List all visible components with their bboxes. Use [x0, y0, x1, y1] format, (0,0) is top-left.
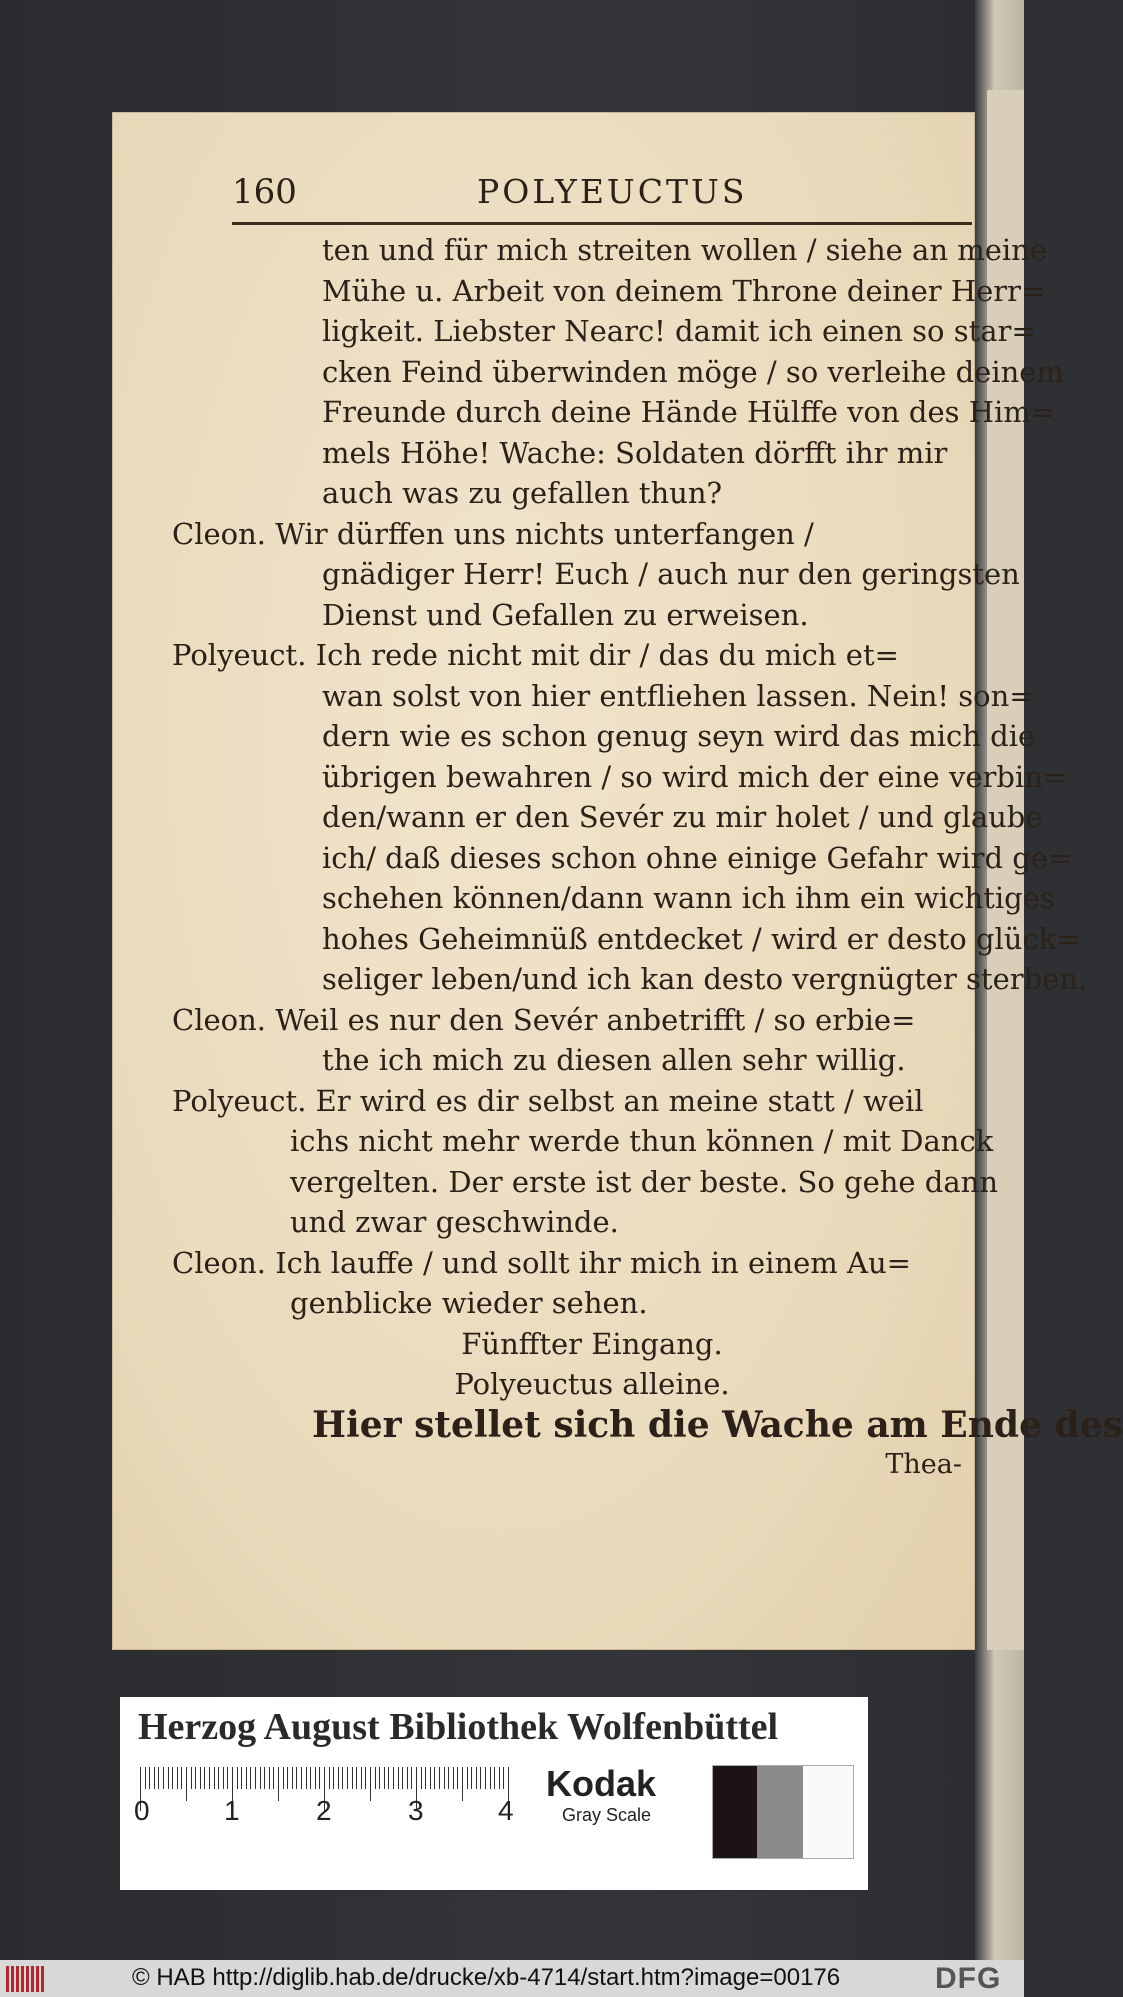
ruler-tick: [218, 1767, 219, 1789]
ruler-tick: [195, 1767, 196, 1789]
ruler-tick: [172, 1767, 173, 1789]
text-line: und zwar geschwinde.: [290, 1205, 619, 1239]
ruler-tick: [246, 1767, 247, 1789]
gray-swatches: [712, 1765, 854, 1859]
ruler-tick: [154, 1767, 155, 1789]
ruler-tick: [421, 1767, 422, 1789]
ruler-tick: [384, 1767, 385, 1789]
ruler-tick: [191, 1767, 192, 1789]
speaker-line: Cleon. Wir dürffen uns nichts unterfangen /: [172, 516, 814, 551]
text-line: mels Höhe! Wache: Soldaten dörfft ihr mir: [322, 435, 948, 470]
book-page: [112, 112, 1123, 1650]
text-line: the ich mich zu diesen allen sehr willig.: [322, 1043, 906, 1077]
text-line: ichs nicht mehr werde thun können / mit Danck: [290, 1124, 994, 1158]
ruler-tick: [260, 1767, 261, 1789]
ruler-tick: [347, 1767, 348, 1789]
ruler-tick: [375, 1767, 376, 1789]
scale-ruler: [140, 1767, 540, 1827]
ruler-tick: [204, 1767, 205, 1789]
ruler-tick: [485, 1767, 486, 1789]
ruler-tick: [393, 1767, 394, 1789]
ruler-tick: [476, 1767, 477, 1789]
text-line: Mühe u. Arbeit von deinem Throne deiner Herr=: [322, 273, 1046, 308]
ruler-tick: [315, 1767, 316, 1789]
text-line: seliger leben/und ich kan desto vergnügter sterben.: [322, 962, 1088, 996]
ruler-tick: [177, 1767, 178, 1789]
ruler-tick: [402, 1767, 403, 1789]
ruler-tick: [338, 1767, 339, 1789]
ruler-tick: [301, 1767, 302, 1789]
ruler-number: 2: [316, 1795, 332, 1826]
ruler-tick: [490, 1767, 491, 1789]
ruler-tick: [407, 1767, 408, 1789]
ruler-tick: [255, 1767, 256, 1789]
speaker-line: Polyeuct. Ich rede nicht mit dir / das du mich et=: [172, 638, 899, 672]
text-line: genblicke wieder sehen.: [290, 1286, 648, 1320]
ruler-tick: [333, 1767, 334, 1789]
ruler-tick: [145, 1767, 146, 1789]
ruler-number: 4: [498, 1795, 514, 1826]
ruler-tick: [214, 1767, 215, 1789]
page-text: [172, 230, 1123, 1486]
ruler-tick: [457, 1767, 458, 1789]
swatch-black: [713, 1766, 757, 1858]
ruler-tick: [444, 1767, 445, 1789]
text-line: übrigen bewahren / so wird mich der eine verbin=: [322, 759, 1068, 794]
speaker-line: Cleon. Ich lauffe / und sollt ihr mich in einem Au=: [172, 1245, 911, 1280]
hab-logo-icon: [6, 1966, 44, 1992]
copyright-link[interactable]: © HAB http://diglib.hab.de/drucke/xb-4714/start.htm?image=00176: [132, 1964, 841, 1991]
ruler-tick: [430, 1767, 431, 1789]
text-line: dern wie es schon genug seyn wird das mich die: [322, 719, 1036, 753]
text-line: schehen können/dann wann ich ihm ein wichtiges: [322, 881, 1055, 915]
ruler-tick: [453, 1767, 454, 1789]
dfg-logo: DFG: [935, 1962, 1002, 1995]
ruler-number: 3: [408, 1795, 424, 1826]
page-header: [232, 172, 882, 218]
ruler-tick: [462, 1767, 463, 1801]
ruler-tick: [434, 1767, 435, 1789]
text-line: ten und für mich streiten wollen / siehe an meine: [322, 233, 1048, 267]
ruler-tick: [310, 1767, 311, 1789]
color-target-plate: [120, 1697, 868, 1890]
catchword: Thea-: [885, 1449, 962, 1480]
ruler-tick: [273, 1767, 274, 1789]
scene-subheading: Polyeuctus alleine.: [454, 1367, 730, 1401]
text-line: auch was zu gefallen thun?: [322, 476, 723, 510]
text-line: ligkeit. Liebster Nearc! damit ich einen so star=: [322, 314, 1036, 348]
ruler-tick: [361, 1767, 362, 1789]
ruler-tick: [296, 1767, 297, 1789]
text-line: ich/ daß dieses schon ohne einige Gefahr wird ge=: [322, 840, 1073, 875]
text-line: Freunde durch deine Hände Hülffe von des Him=: [322, 395, 1056, 429]
ruler-tick: [448, 1767, 449, 1789]
ruler-tick: [388, 1767, 389, 1789]
text-line: wan solst von hier entfliehen lassen. Nein! son=: [322, 678, 1034, 713]
text-line: gnädiger Herr! Euch / auch nur den geringsten: [322, 557, 1020, 591]
ruler-tick: [480, 1767, 481, 1789]
kodak-logo: Kodak: [546, 1763, 657, 1804]
text-line: den/wann er den Sevér zu mir holet / und glaube: [322, 800, 1043, 834]
ruler-tick: [398, 1767, 399, 1789]
library-name: Herzog August Bibliothek Wolfenbüttel: [138, 1706, 779, 1748]
ruler-tick: [158, 1767, 159, 1789]
page-number: 160: [232, 172, 297, 212]
viewer-footer: [0, 1960, 1024, 1997]
ruler-number: 1: [224, 1795, 240, 1826]
text-line: cken Feind überwinden möge / so verleihe deinem: [322, 354, 1064, 389]
ruler-tick: [365, 1767, 366, 1789]
ruler-tick: [292, 1767, 293, 1789]
ruler-tick: [223, 1767, 224, 1789]
swatch-white: [803, 1766, 853, 1858]
speaker-line: Polyeuct. Er wird es dir selbst an meine statt / weil: [172, 1083, 924, 1118]
ruler-tick: [209, 1767, 210, 1789]
ruler-tick: [467, 1767, 468, 1789]
ruler-tick: [163, 1767, 164, 1789]
ruler-tick: [425, 1767, 426, 1789]
scene-heading: Fünffter Eingang.: [461, 1326, 723, 1361]
ruler-tick: [200, 1767, 201, 1789]
ruler-tick: [241, 1767, 242, 1789]
ruler-tick: [503, 1767, 504, 1789]
ruler-tick: [306, 1767, 307, 1789]
ruler-tick: [356, 1767, 357, 1789]
ruler-tick: [269, 1767, 270, 1789]
speaker-line: Cleon. Weil es nur den Sevér anbetrifft / so erbie=: [172, 1002, 916, 1037]
ruler-tick: [264, 1767, 265, 1789]
ruler-tick: [352, 1767, 353, 1789]
ruler-number: 0: [134, 1795, 150, 1826]
ruler-tick: [186, 1767, 187, 1801]
ruler-tick: [168, 1767, 169, 1789]
ruler-tick: [471, 1767, 472, 1789]
ruler-tick: [494, 1767, 495, 1789]
ruler-tick: [411, 1767, 412, 1789]
text-line: hohes Geheimnüß entdecket / wird er desto glück=: [322, 921, 1081, 956]
ruler-tick: [379, 1767, 380, 1789]
ruler-tick: [237, 1767, 238, 1789]
ruler-tick: [250, 1767, 251, 1789]
ruler-tick: [342, 1767, 343, 1789]
ruler-tick: [149, 1767, 150, 1789]
ruler-tick: [287, 1767, 288, 1789]
header-rule: [232, 222, 972, 225]
running-title: POLYEUCTUS: [477, 172, 748, 211]
text-line: Dienst und Gefallen zu erweisen.: [322, 597, 809, 632]
ruler-tick: [370, 1767, 371, 1801]
ruler-tick: [181, 1767, 182, 1789]
ruler-tick: [319, 1767, 320, 1789]
swatch-gray: [757, 1766, 803, 1858]
ruler-tick: [499, 1767, 500, 1789]
ruler-tick: [439, 1767, 440, 1789]
text-line: vergelten. Der erste ist der beste. So gehe dann: [290, 1164, 999, 1199]
gray-scale-label: Gray Scale: [562, 1805, 652, 1825]
ruler-tick: [329, 1767, 330, 1789]
ruler-tick: [227, 1767, 228, 1789]
stage-direction: Hier stellet sich die Wache am Ende des: [312, 1403, 1123, 1446]
ruler-tick: [283, 1767, 284, 1789]
ruler-tick: [278, 1767, 279, 1801]
